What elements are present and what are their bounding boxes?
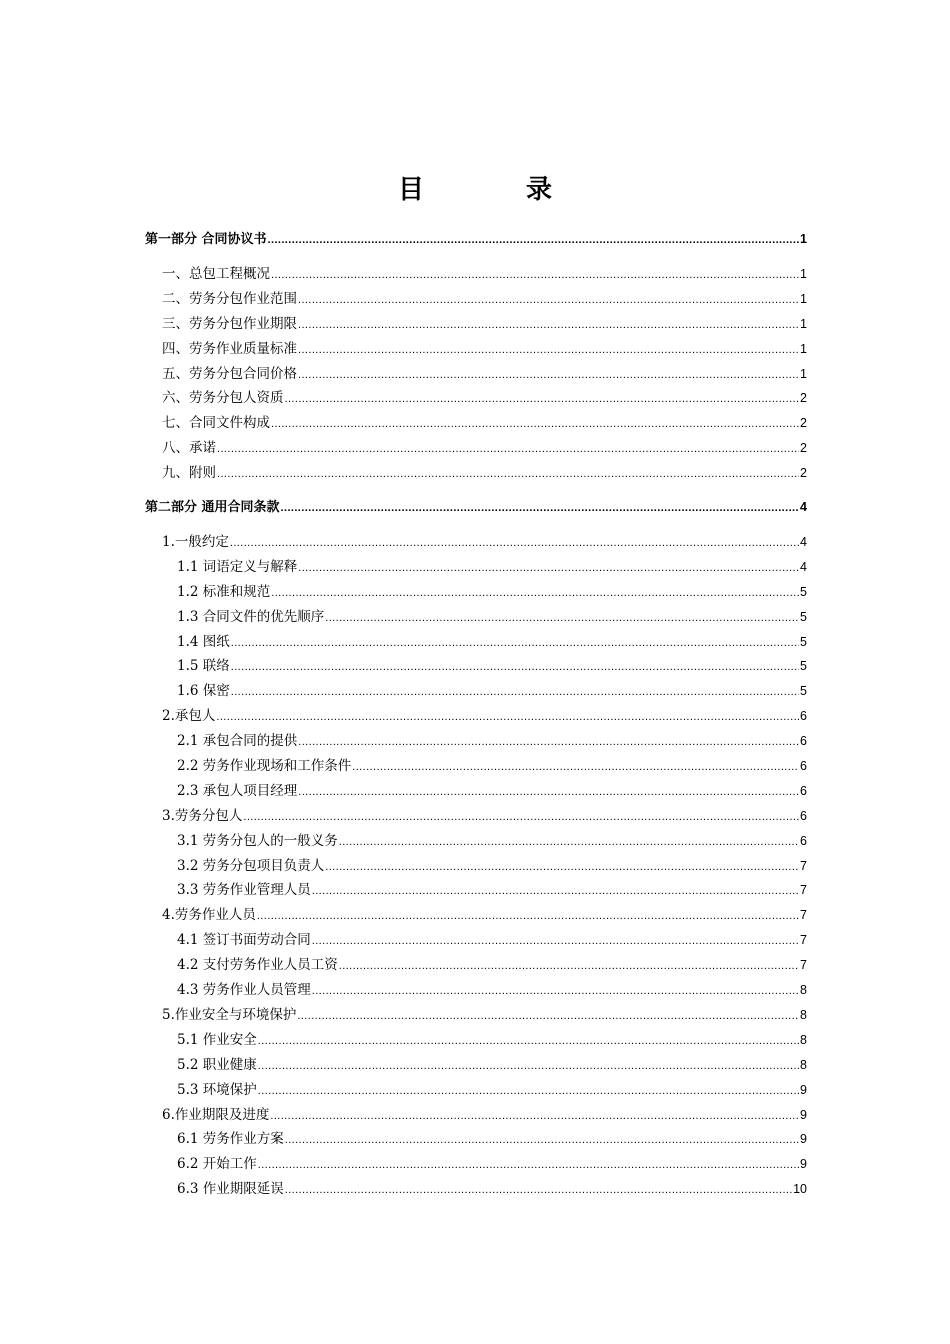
toc-entry-page-number: 2 <box>800 441 807 456</box>
toc-leader-dots <box>231 683 799 697</box>
toc-entry[interactable] <box>145 312 807 337</box>
toc-entry[interactable] <box>145 829 807 854</box>
toc-entry-label: 6.作业期限及进度 <box>162 1106 270 1123</box>
toc-entry-label: 1.3 合同文件的优先顺序 <box>177 608 325 625</box>
toc-entry[interactable] <box>145 754 807 779</box>
toc-entry[interactable] <box>145 1103 807 1128</box>
toc-entry-label: 5.1 作业安全 <box>177 1031 257 1048</box>
toc-entry-label: 九、附则 <box>162 465 216 482</box>
toc-entry[interactable] <box>145 679 807 704</box>
toc-entry-page-number: 7 <box>800 933 807 948</box>
toc-entry-page-number: 2 <box>800 416 807 431</box>
toc-entry-page-number: 6 <box>800 709 807 724</box>
toc-entry-label: 5.作业安全与环境保护 <box>162 1006 297 1023</box>
toc-entry-label: 3.3 劳务作业管理人员 <box>177 882 311 899</box>
toc-entry[interactable] <box>145 928 807 953</box>
toc-leader-dots <box>230 534 799 548</box>
toc-entry-page-number: 1 <box>800 341 807 356</box>
toc-entry[interactable] <box>145 1152 807 1177</box>
toc-entry-page-number: 9 <box>800 1132 807 1147</box>
toc-entry-page-number: 6 <box>800 759 807 774</box>
toc-leader-dots <box>339 833 799 847</box>
toc-entry-label: 1.4 图纸 <box>177 633 230 650</box>
toc-leader-dots <box>270 1107 799 1121</box>
toc-entry-label: 4.劳务作业人员 <box>162 907 256 924</box>
toc-leader-dots <box>243 808 799 822</box>
toc-leader-dots <box>258 1082 799 1096</box>
toc-entry-page-number: 5 <box>800 684 807 699</box>
toc-entry[interactable] <box>145 362 807 387</box>
toc-leader-dots <box>217 465 799 479</box>
toc-entry[interactable] <box>145 1053 807 1078</box>
toc-leader-dots <box>352 758 799 772</box>
toc-leader-dots <box>217 440 799 454</box>
toc-leader-dots <box>216 708 799 722</box>
toc-entry-page-number: 8 <box>800 1007 807 1022</box>
toc-leader-dots <box>257 907 799 921</box>
toc-entry-page-number: 9 <box>800 1107 807 1122</box>
toc-entry-label: 第二部分 通用合同条款 <box>145 500 280 516</box>
toc-leader-dots <box>325 858 799 872</box>
toc-entry-label: 6.1 劳务作业方案 <box>177 1131 284 1148</box>
toc-entry-page-number: 8 <box>800 1032 807 1047</box>
toc-entry-label: 3.2 劳务分包项目负责人 <box>177 857 325 874</box>
toc-entry-page-number: 7 <box>800 908 807 923</box>
toc-entry-page-number: 4 <box>800 535 807 550</box>
toc-entry-page-number: 8 <box>800 983 807 998</box>
toc-entry[interactable] <box>145 580 807 605</box>
toc-entry[interactable] <box>145 337 807 362</box>
toc-leader-dots <box>298 783 799 797</box>
toc-entry[interactable] <box>145 436 807 461</box>
toc-leader-dots <box>258 1057 799 1071</box>
toc-leader-dots <box>312 982 799 996</box>
toc-entry-label: 2.1 承包合同的提供 <box>177 733 298 750</box>
toc-entry-page-number: 6 <box>800 734 807 749</box>
toc-entry[interactable] <box>145 704 807 729</box>
toc-leader-dots <box>312 882 799 896</box>
toc-entry[interactable] <box>145 262 807 287</box>
toc-entry-label: 五、劳务分包合同价格 <box>162 365 297 382</box>
toc-entry[interactable] <box>145 411 807 436</box>
toc-entry[interactable] <box>145 228 807 252</box>
toc-entry-page-number: 5 <box>800 584 807 599</box>
toc-entry[interactable] <box>145 555 807 580</box>
toc-leader-dots <box>271 415 799 429</box>
toc-entry-label: 七、合同文件构成 <box>162 415 270 432</box>
toc-leader-dots <box>231 658 799 672</box>
toc-entry-label: 2.承包人 <box>162 708 216 725</box>
toc-leader-dots <box>231 634 799 648</box>
toc-title: 目 录 <box>397 175 590 205</box>
toc-entry-page-number: 7 <box>800 858 807 873</box>
toc-entry-page-number: 7 <box>800 883 807 898</box>
toc-entry[interactable] <box>145 729 807 754</box>
toc-leader-dots <box>298 316 799 330</box>
toc-entry-label: 5.2 职业健康 <box>177 1056 257 1073</box>
toc-entry-page-number: 10 <box>793 1182 807 1197</box>
toc-entry-label: 1.6 保密 <box>177 683 230 700</box>
toc-entry-page-number: 6 <box>800 833 807 848</box>
toc-entry-page-number: 6 <box>800 808 807 823</box>
toc-entry[interactable] <box>145 903 807 928</box>
toc-entry-label: 1.2 标准和规范 <box>177 583 271 600</box>
toc-entry-label: 第一部分 合同协议书 <box>145 232 267 247</box>
toc-entry-page-number: 9 <box>800 1082 807 1097</box>
toc-entry[interactable] <box>145 779 807 804</box>
toc-entry-page-number: 8 <box>800 1057 807 1072</box>
toc-entry-label: 1.5 联络 <box>177 658 230 675</box>
toc-leader-dots <box>271 584 799 598</box>
toc-entry-label: 6.2 开始工作 <box>177 1156 257 1173</box>
toc-leader-dots <box>281 500 800 514</box>
toc-entry-label: 4.3 劳务作业人员管理 <box>177 982 311 999</box>
toc-entry[interactable] <box>145 878 807 903</box>
toc-entry[interactable] <box>145 287 807 312</box>
toc-leader-dots <box>298 366 799 380</box>
toc-leader-dots <box>297 1007 799 1021</box>
toc-entry[interactable] <box>145 1028 807 1053</box>
toc-entry[interactable] <box>145 978 807 1003</box>
toc-entry-page-number: 6 <box>800 783 807 798</box>
table-of-contents <box>145 228 807 1202</box>
toc-entry-label: 6.3 作业期限延误 <box>177 1181 284 1198</box>
toc-entry-page-number: 9 <box>800 1157 807 1172</box>
toc-entry[interactable] <box>145 654 807 679</box>
toc-entry[interactable] <box>145 461 807 486</box>
toc-entry-page-number: 5 <box>800 659 807 674</box>
toc-entry[interactable] <box>145 1127 807 1152</box>
toc-entry[interactable] <box>145 386 807 411</box>
toc-entry[interactable] <box>145 530 807 555</box>
toc-entry-page-number: 4 <box>800 559 807 574</box>
toc-entry[interactable] <box>145 1003 807 1028</box>
toc-leader-dots <box>339 957 799 971</box>
toc-entry-label: 1.一般约定 <box>162 534 229 551</box>
toc-entry-page-number: 1 <box>800 291 807 306</box>
toc-entry-page-number: 5 <box>800 609 807 624</box>
toc-entry[interactable] <box>145 804 807 829</box>
toc-entry-label: 三、劳务分包作业期限 <box>162 315 297 332</box>
toc-leader-dots <box>271 266 799 280</box>
toc-leader-dots <box>285 390 800 404</box>
toc-entry-page-number: 2 <box>800 466 807 481</box>
toc-leader-dots <box>258 1032 799 1046</box>
toc-entry[interactable] <box>145 854 807 879</box>
toc-leader-dots <box>298 559 799 573</box>
toc-entry-label: 2.2 劳务作业现场和工作条件 <box>177 758 352 775</box>
toc-entry-page-number: 1 <box>800 366 807 381</box>
toc-entry[interactable] <box>145 496 807 520</box>
toc-entry-label: 六、劳务分包人资质 <box>162 390 284 407</box>
toc-entry-page-number: 1 <box>800 267 807 281</box>
toc-entry-page-number: 7 <box>800 958 807 973</box>
toc-entry[interactable] <box>145 953 807 978</box>
toc-leader-dots <box>298 291 799 305</box>
toc-entry-label: 4.2 支付劳务作业人员工资 <box>177 957 338 974</box>
toc-entry[interactable] <box>145 1078 807 1103</box>
toc-entry[interactable] <box>145 605 807 630</box>
toc-entry-label: 二、劳务分包作业范围 <box>162 290 297 307</box>
toc-leader-dots <box>285 1181 792 1195</box>
toc-leader-dots <box>325 609 799 623</box>
toc-entry-label: 1.1 词语定义与解释 <box>177 558 298 575</box>
toc-leader-dots <box>285 1131 799 1145</box>
toc-entry-page-number: 2 <box>800 391 807 406</box>
toc-entry-label: 3.1 劳务分包人的一般义务 <box>177 832 338 849</box>
toc-entry-label: 八、承诺 <box>162 440 216 457</box>
toc-entry[interactable] <box>145 1177 807 1202</box>
toc-leader-dots <box>258 1156 799 1170</box>
toc-leader-dots <box>268 232 800 246</box>
toc-entry-label: 5.3 环境保护 <box>177 1081 257 1098</box>
toc-entry-label: 2.3 承包人项目经理 <box>177 782 298 799</box>
toc-entry[interactable] <box>145 630 807 655</box>
toc-entry-page-number: 4 <box>800 500 807 515</box>
toc-entry-page-number: 1 <box>800 316 807 331</box>
toc-leader-dots <box>298 341 799 355</box>
toc-entry-label: 3.劳务分包人 <box>162 807 243 824</box>
toc-entry-page-number: 1 <box>800 232 807 246</box>
toc-leader-dots <box>298 733 799 747</box>
toc-entry-label: 4.1 签订书面劳动合同 <box>177 932 311 949</box>
toc-entry-page-number: 5 <box>800 634 807 649</box>
toc-entry-label: 四、劳务作业质量标准 <box>162 340 297 357</box>
toc-entry-label: 一、总包工程概况 <box>162 266 270 282</box>
toc-leader-dots <box>312 932 799 946</box>
